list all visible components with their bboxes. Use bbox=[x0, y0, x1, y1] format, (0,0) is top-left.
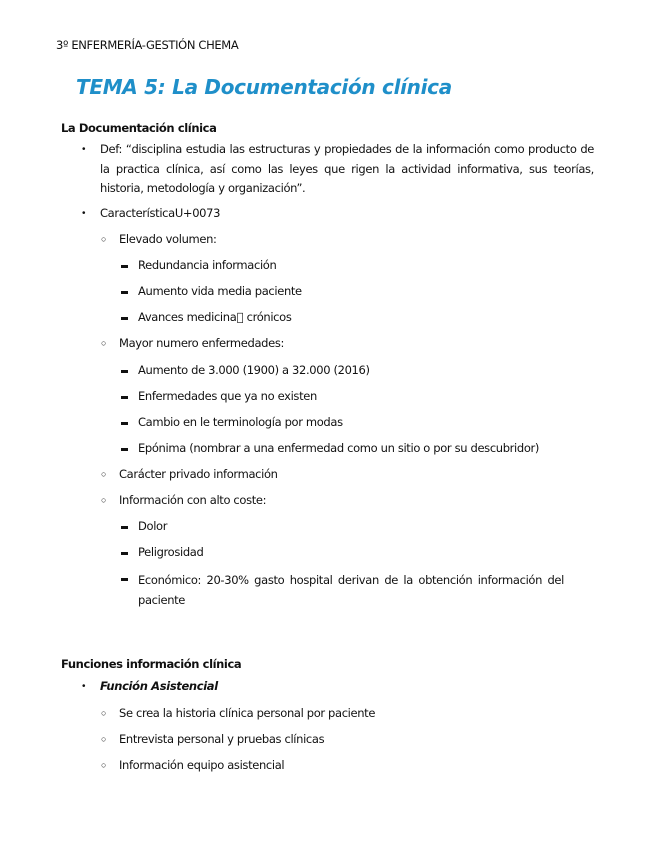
bullet-dash-icon bbox=[121, 448, 128, 451]
list-item: Económico: 20-30% gasto hospital derivan de la obtención información del paciente bbox=[138, 573, 564, 607]
bullet-circle-icon: ○ bbox=[101, 469, 107, 479]
list-item: Aumento de 3.000 (1900) a 32.000 (2016) bbox=[138, 363, 370, 377]
list-item: Información equipo asistencial bbox=[119, 758, 285, 772]
bullet-circle-icon: ○ bbox=[101, 495, 107, 505]
list-item: Aumento vida media paciente bbox=[138, 284, 302, 298]
function-label: Función Asistencial bbox=[100, 679, 218, 693]
bullet-dash-icon bbox=[121, 370, 128, 373]
characteristics-label: CaracterísticaU+0073 bbox=[100, 206, 221, 220]
bullet-dash-icon bbox=[121, 317, 128, 320]
list-item: Dolor bbox=[138, 519, 168, 533]
list-item: Se crea la historia clínica personal por paciente bbox=[119, 706, 376, 720]
list-item: Avances medicina⃞ crónicos bbox=[138, 310, 292, 324]
bullet-circle-icon: ○ bbox=[101, 708, 107, 718]
bullet-dash-icon bbox=[121, 265, 128, 268]
document-title: TEMA 5: La Documentación clínica bbox=[76, 75, 452, 99]
bullet-dash-icon bbox=[121, 396, 128, 399]
bullet-dash-icon bbox=[121, 291, 128, 294]
list-item: Enfermedades que ya no existen bbox=[138, 389, 317, 403]
bullet-circle-icon: ○ bbox=[101, 760, 107, 770]
bullet-dash-icon bbox=[121, 552, 128, 555]
list-item: Redundancia información bbox=[138, 258, 277, 272]
bullet-circle-icon: ○ bbox=[101, 338, 107, 348]
bullet-circle-icon: ○ bbox=[101, 234, 107, 244]
bullet-disc-icon: • bbox=[82, 208, 86, 219]
section-heading-functions: Funciones información clínica bbox=[61, 657, 242, 671]
group-label-private: Carácter privado información bbox=[119, 467, 278, 481]
bullet-dash-icon bbox=[121, 422, 128, 425]
bullet-disc-icon: • bbox=[82, 681, 86, 692]
definition-paragraph: Def: “disciplina estudia las estructuras y propiedades de la información como producto de la practica clínica, así como las leyes que rigen la actividad informativa, sus teorías, historia, metodología y organización”. bbox=[100, 142, 594, 195]
list-item: Epónima (nombrar a una enfermedad como un sitio o por su descubridor) bbox=[138, 441, 540, 455]
group-label-volume: Elevado volumen: bbox=[119, 232, 217, 246]
list-item: Cambio en le terminología por modas bbox=[138, 415, 343, 429]
list-item: Peligrosidad bbox=[138, 545, 204, 559]
section-heading-documentation: La Documentación clínica bbox=[61, 121, 217, 135]
bullet-dash-icon bbox=[121, 578, 128, 581]
list-item: Entrevista personal y pruebas clínicas bbox=[119, 732, 325, 746]
group-label-cost: Información con alto coste: bbox=[119, 493, 267, 507]
bullet-circle-icon: ○ bbox=[101, 734, 107, 744]
group-label-diseases: Mayor numero enfermedades: bbox=[119, 336, 284, 350]
document-header: 3º ENFERMERÍA-GESTIÓN CHEMA bbox=[56, 38, 239, 52]
bullet-dash-icon bbox=[121, 526, 128, 529]
bullet-disc-icon: • bbox=[82, 144, 86, 155]
